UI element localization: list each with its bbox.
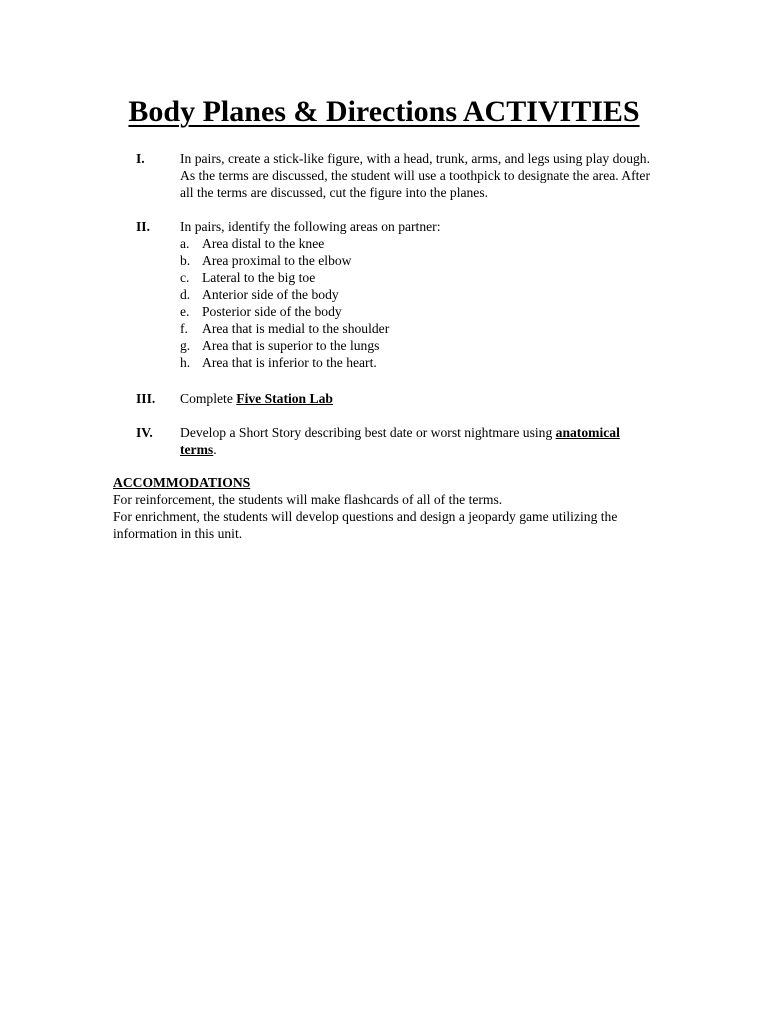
activity-1-numeral: I. xyxy=(136,151,145,166)
activity-3-prefix: Complete xyxy=(180,391,237,406)
list-item xyxy=(180,303,656,320)
accommodations-heading: ACCOMMODATIONS xyxy=(113,475,251,490)
activity-1 xyxy=(136,150,656,201)
list-item-text: Lateral to the big toe xyxy=(202,270,316,285)
list-item-letter: e. xyxy=(180,304,190,319)
activity-3-text xyxy=(180,390,656,407)
list-item-text: Posterior side of the body xyxy=(202,304,342,319)
list-item-letter: d. xyxy=(180,287,191,302)
list-item-letter: a. xyxy=(180,236,190,251)
list-item-text: Anterior side of the body xyxy=(202,287,339,302)
activity-4-text xyxy=(180,424,656,458)
list-item-letter: h. xyxy=(180,355,191,370)
list-item-text: Area proximal to the elbow xyxy=(202,253,352,268)
list-item xyxy=(180,286,656,303)
activity-4-prefix: Develop a Short Story describing best date or worst nightmare using xyxy=(180,425,556,440)
list-item xyxy=(180,269,656,286)
activity-2-sub-list xyxy=(180,235,656,371)
activity-2 xyxy=(136,218,656,371)
list-item-text: Area that is inferior to the heart. xyxy=(202,355,377,370)
list-item xyxy=(180,235,656,252)
list-item xyxy=(180,337,656,354)
activity-2-numeral: II. xyxy=(136,219,150,234)
activity-3 xyxy=(136,390,656,407)
list-item-text: Area that is medial to the shoulder xyxy=(202,321,390,336)
anatomical-terms-emphasis: anatomical terms xyxy=(180,425,620,457)
list-item-letter: g. xyxy=(180,338,191,353)
activity-4-suffix: . xyxy=(213,442,217,457)
list-item xyxy=(180,252,656,269)
list-item-letter: b. xyxy=(180,253,191,268)
list-item-text: Area that is superior to the lungs xyxy=(202,338,380,353)
activity-4 xyxy=(136,424,656,458)
page-title xyxy=(0,92,768,132)
accommodations-section xyxy=(113,474,658,542)
accommodations-reinforcement: For reinforcement, the students will make flashcards of all of the terms. xyxy=(113,492,503,507)
five-station-lab-emphasis: Five Station Lab xyxy=(236,391,333,406)
page-title-text: Body Planes & Directions ACTIVITIES xyxy=(128,95,640,128)
list-item xyxy=(180,354,656,371)
accommodations-enrichment: For enrichment, the students will develop questions and design a jeopardy game utilizing the information in this unit. xyxy=(113,509,618,541)
list-item-text: Area distal to the knee xyxy=(202,236,325,251)
activity-1-text: In pairs, create a stick-like figure, with a head, trunk, arms, and legs using play dough. As the terms are discussed, the student will use a toothpick to designate the area. After all the terms are discussed, cut the figure into the planes. xyxy=(180,151,650,200)
activity-4-numeral: IV. xyxy=(136,425,153,440)
list-item-letter: f. xyxy=(180,321,188,336)
activity-3-numeral: III. xyxy=(136,391,156,406)
list-item xyxy=(180,320,656,337)
list-item-letter: c. xyxy=(180,270,190,285)
activity-2-intro: In pairs, identify the following areas on partner: xyxy=(180,219,441,234)
